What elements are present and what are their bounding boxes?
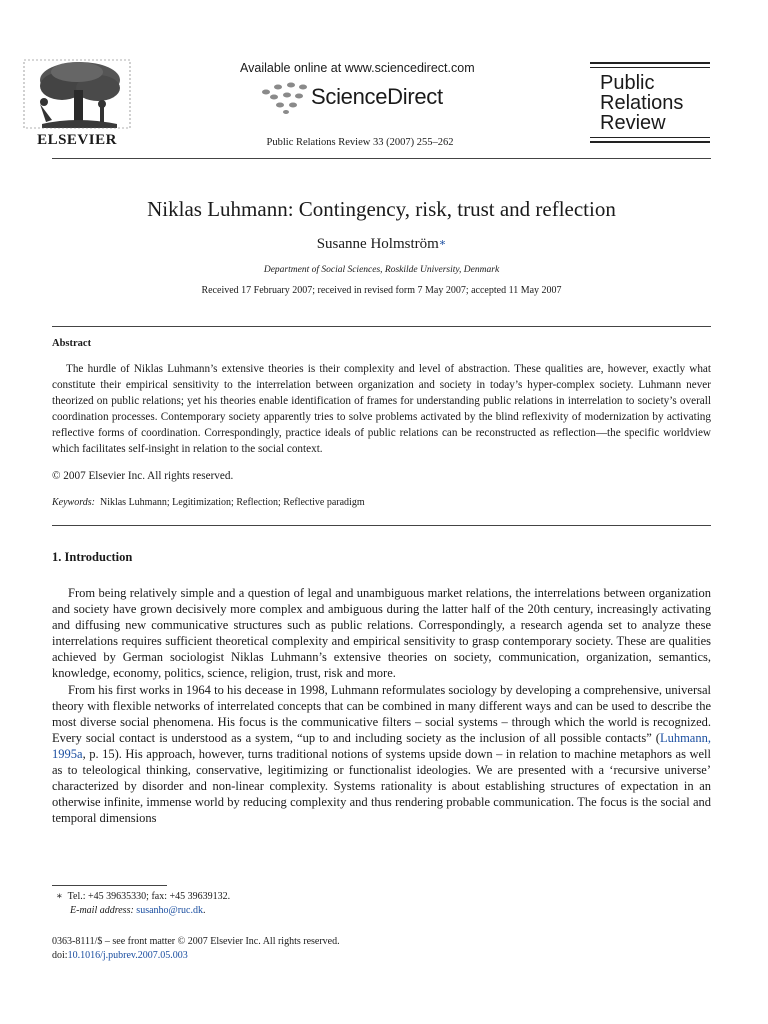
author-line	[52, 236, 711, 253]
author-name: Susanne Holmström	[316, 236, 439, 252]
citation-link[interactable]: Luhmann, 1995a	[52, 730, 711, 761]
header-divider	[52, 158, 711, 159]
doi-link[interactable]: 10.1016/j.pubrev.2007.05.003	[67, 950, 188, 961]
email-label: E-mail address:	[70, 905, 134, 916]
abstract-divider-bottom	[52, 525, 711, 526]
author-footnote-link[interactable]: ∗	[438, 237, 447, 249]
intro-text: From his first works in 1964 to his decease in 1998, Luhmann reformulates sociology by developing a comprehensive, universal theory with flexible networks of interrelated concepts that can be combined in many different ways and can be used to describe the most diverse social phenomena. His focus is the communicative filters – social systems – through which the world is recognized. Every social contact is understood as a system, “up to and including society as the inclusion of all possible contacts” (	[52, 682, 711, 745]
footnote-mark: ∗	[56, 891, 63, 902]
doi-label: doi:	[52, 950, 68, 961]
footnote-tel: Tel.: +45 39635330; fax: +45 39639132.	[67, 891, 231, 902]
abstract-copyright: © 2007 Elsevier Inc. All rights reserved.	[52, 470, 234, 482]
section-heading: 1. Introduction	[52, 550, 133, 564]
journal-title-line: Public	[600, 72, 655, 94]
keywords-label: Keywords:	[52, 497, 95, 508]
sciencedirect-wordmark: ScienceDirect	[311, 84, 443, 109]
journal-logo-title	[600, 73, 683, 133]
footnote-contact	[56, 891, 230, 902]
keywords-line	[52, 497, 365, 508]
intro-paragraph-2	[52, 682, 711, 827]
abstract-body	[52, 361, 711, 457]
article-dates: Received 17 February 2007; received in revised form 7 May 2007; accepted 11 May 2007	[201, 285, 562, 296]
journal-title-line: Relations	[600, 92, 684, 114]
journal-logo-rule	[590, 62, 710, 64]
publisher-name: ELSEVIER	[37, 132, 117, 148]
email-link[interactable]: susanho@ruc.dk	[136, 905, 203, 916]
introduction-body	[52, 585, 711, 826]
footnote-email-line: E-mail address: susanho@ruc.dk.	[70, 905, 206, 916]
available-online-text: Available online at www.sciencedirect.com	[240, 61, 475, 75]
intro-text: , p. 15). His approach, however, turns traditional notions of systems upside down – in relation to machine metaphors as well as to teleological thinking, conservative, legitimizing or functionalist ideologies. We are presented with a ‘recursive universe’ characterized by disorder and non-linear complexity. Systems rationality is about establishing structures of expectation in an otherwise infinite, immense world by reducing complexity and thus rendering probable communication. The focus is the social and temporal dimensions	[52, 746, 711, 826]
front-matter-line: 0363-8111/$ – see front matter © 2007 Elsevier Inc. All rights reserved.	[52, 936, 340, 947]
abstract-heading: Abstract	[52, 338, 92, 349]
journal-logo-rule	[590, 67, 710, 68]
abstract-divider-top	[52, 326, 711, 327]
journal-logo-rule	[590, 137, 710, 138]
intro-paragraph-1: From being relatively simple and a question of legal and unambiguous market relations, the interrelations between organization and society have grown decisively more complex and ambiguous during the latter half of the 20th century, increasingly activating and diffusing new communicative structures such as public relations. Correspondingly, a research agenda set to analyze these interrelations requires sufficient theoretical complexity and empirical sensitivity to grasp contemporary society. These are qualities achieved by German sociologist Niklas Luhmann’s extensive theories on society, communication, organization, semantics, knowledge, economy, politics, science, religion, trust, risk and more.	[52, 586, 711, 681]
article-title: Niklas Luhmann: Contingency, risk, trust and reflection	[147, 197, 616, 221]
journal-title-line: Review	[600, 112, 666, 134]
footnote-divider	[52, 885, 167, 886]
keywords-list: Niklas Luhmann; Legitimization; Reflection; Reflective paradigm	[99, 497, 365, 508]
author-affiliation: Department of Social Sciences, Roskilde University, Denmark	[263, 265, 500, 275]
abstract-paragraph: The hurdle of Niklas Luhmann’s extensive theories is their complexity and level of abstraction. These qualities are, however, exactly what constitute their empirical sensitivity to the interrelation between organization and society in today’s hyper-complex society. Luhmann never theorized on public relations; yet his theories enable identification of frames for understanding public relations in interrelation to society’s overall coordination processes. Contemporary society apparently tries to solve problems activated by the blind reflexivity of modernization by activating reflective forms of coordination. Correspondingly, practice ideals of public relations can be reconstructed as reflection—the specific worldview which facilitates self-insight in relation to the social context.	[52, 363, 711, 455]
journal-citation: Public Relations Review 33 (2007) 255–262	[266, 137, 454, 148]
journal-logo-rule	[590, 141, 710, 143]
doi-line	[52, 950, 188, 961]
